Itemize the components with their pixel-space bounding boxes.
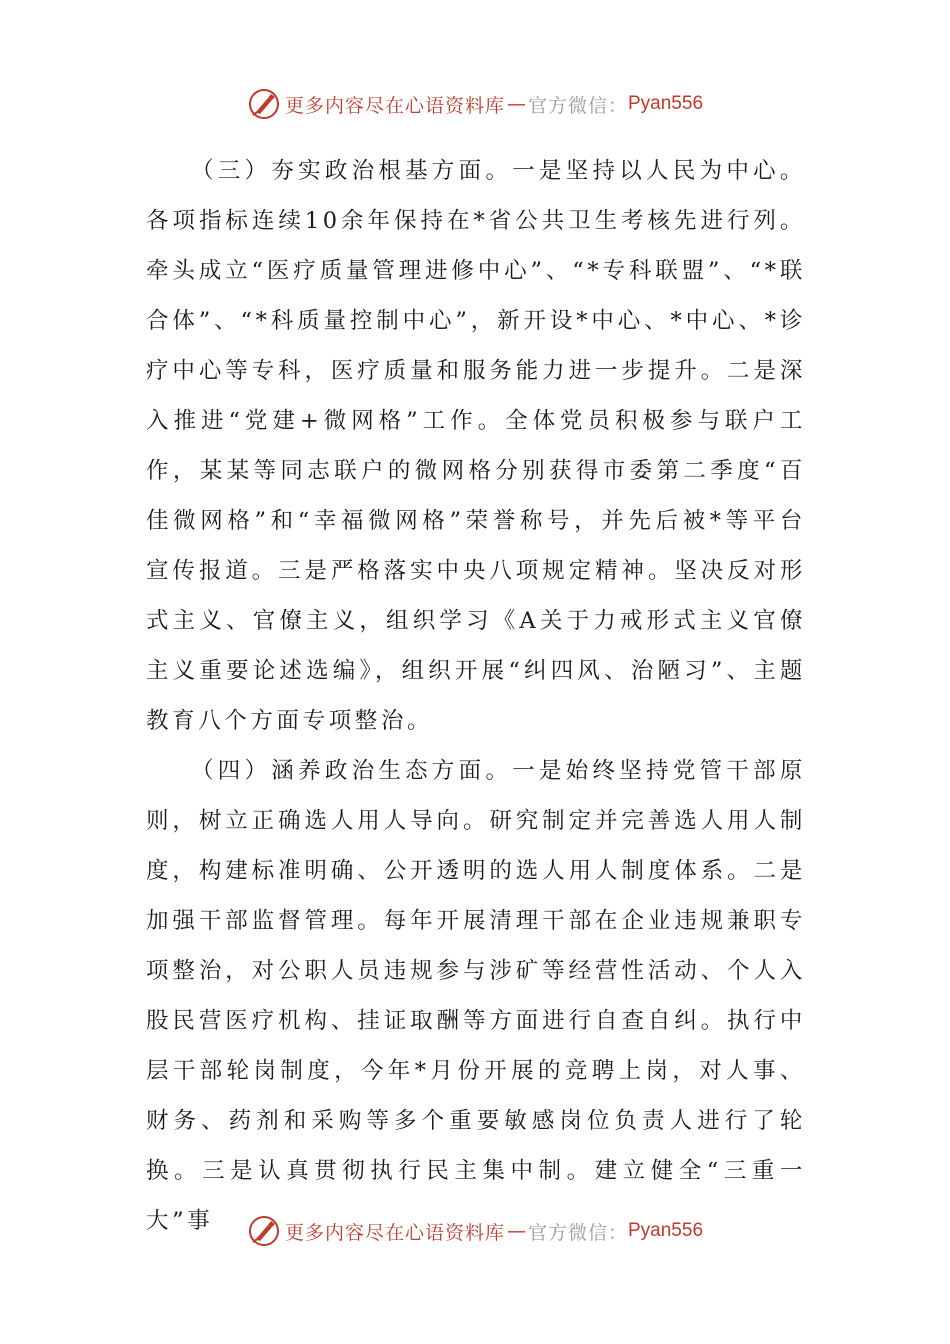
banner-title: 更多内容尽在心语资料库	[284, 94, 505, 117]
header-watermark-banner	[0, 84, 950, 124]
pen-nib-icon	[247, 87, 281, 121]
banner-wechat-label: 官方微信：	[527, 94, 628, 117]
pen-nib-icon	[247, 1214, 281, 1248]
paragraph-section-3: （三）夯实政治根基方面。一是坚持以人民为中心。各项指标连续10余年保持在*省公共卫生考核先进行列。牵头成立“医疗质量管理进修中心”、“*专科联盟”、“*联合体”、“*科质量控制中心”，新开设*中心、*中心、*诊疗中心等专科，医疗质量和服务能力进一步提升。二是深入推进“党建+微网格”工作。全体党员积极参与联户工作，某某等同志联户的微网格分别获得市委第二季度“百佳微网格”和“幸福微网格”荣誉称号，并先后被*等平台宣传报道。三是严格落实中央八项规定精神。坚决反对形式主义、官僚主义，组织学习《A关于力戒形式主义官僚主义重要论述选编》，组织开展“纠四风、治陋习”、主题教育八个方面专项整治。	[146, 158, 806, 734]
banner-wechat-label: 官方微信：	[527, 1221, 628, 1244]
banner-dash: —	[506, 93, 526, 115]
paragraph-section-4: （四）涵养政治生态方面。一是始终坚持党管干部原则，树立正确选人用人导向。研究制定并完善选人用人制度，构建标准明确、公开透明的选人用人制度体系。二是加强干部监督管理。每年开展清理干部在企业违规兼职专项整治，对公职人员违规参与涉矿等经营性活动、个人入股民营医疗机构、挂证取酬等方面进行自查自纠。执行中层干部轮岗制度，今年*月份开展的竞聘上岗，对人事、财务、药剂和采购等多个重要敏感岗位负责人进行了轮换。三是认真贯彻执行民主集中制。建立健全“三重一大”事	[146, 758, 806, 1234]
banner-wechat-id: Pyan556	[628, 1220, 704, 1241]
banner-wechat-id: Pyan556	[628, 93, 704, 114]
document-body	[146, 146, 806, 1246]
banner-title: 更多内容尽在心语资料库	[284, 1221, 505, 1244]
footer-watermark-banner	[0, 1211, 950, 1251]
banner-dash: —	[506, 1220, 526, 1242]
